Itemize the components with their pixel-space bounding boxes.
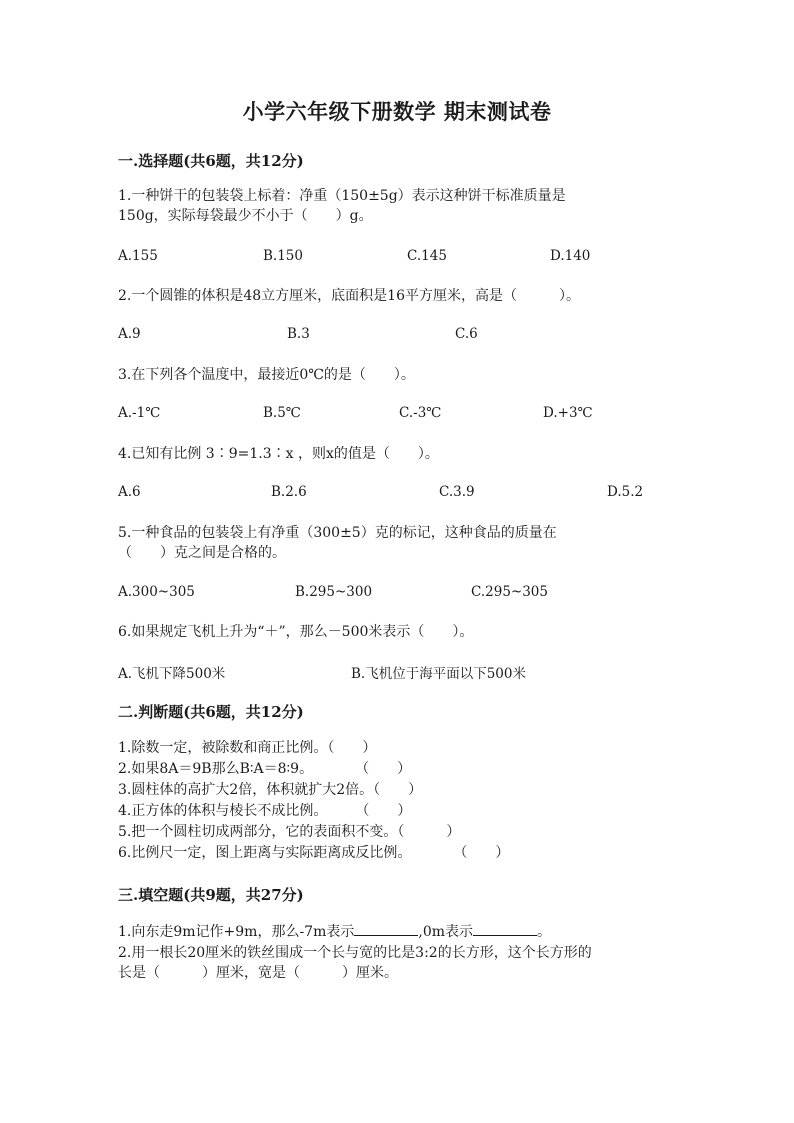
- question-text: [118, 286, 580, 306]
- fill-text: ,0m表示: [418, 924, 474, 940]
- question-line: 150g，实际每袋最少不小于（ ）g。: [118, 208, 373, 224]
- question-line: 6.如果规定飞机上升为“＋”，那么－500米表示（ ）。: [118, 624, 474, 640]
- option: C.3.9: [439, 484, 475, 500]
- judgment-item: 3.圆柱体的高扩大2倍，体积就扩大2倍。（ ）: [118, 782, 423, 798]
- option: A.9: [118, 326, 141, 342]
- answer-blank[interactable]: [354, 921, 418, 936]
- option: C.145: [407, 248, 447, 264]
- question-line: 3.在下列各个温度中，最接近0℃的是（ ）。: [118, 367, 415, 383]
- question-text: [118, 444, 439, 464]
- option: B.2.6: [271, 484, 307, 500]
- judgment-item: 4.正方体的体积与棱长不成比例。 （ ）: [118, 803, 412, 819]
- section-heading-judgment: 二.判断题(共6题，共12分): [118, 703, 304, 721]
- judgment-item: 1.除数一定，被除数和商正比例。（ ）: [118, 740, 377, 756]
- question-text: [118, 365, 415, 385]
- options-row: [118, 248, 678, 268]
- judgment-item: 2.如果8A＝9B那么B∶A＝8∶9。 （ ）: [118, 761, 412, 777]
- option: A.6: [118, 484, 141, 500]
- option: C.295~305: [471, 584, 548, 600]
- options-row: [118, 662, 678, 682]
- option: A.155: [118, 248, 158, 264]
- fill-question: [118, 943, 592, 983]
- options-row: [118, 584, 678, 604]
- option: C.-3℃: [399, 405, 442, 421]
- fill-question: [118, 921, 551, 942]
- option: D.+3℃: [543, 405, 593, 421]
- fill-text: 1.向东走9m记作+9m，那么-7m表示: [118, 924, 355, 940]
- question-line: 4.已知有比例 3∶9=1.3∶x ，则x的值是（ ）。: [118, 446, 439, 462]
- option: A.300~305: [118, 584, 195, 600]
- options-row: [118, 484, 678, 504]
- option: A.飞机下降500米: [118, 666, 226, 682]
- option: A.-1℃: [118, 405, 161, 421]
- question-text: [118, 622, 473, 642]
- fill-text: 。: [537, 924, 552, 940]
- question-text: [118, 523, 557, 563]
- question-line: 2.用一根长20厘米的铁丝围成一个长与宽的比是3:2的长方形，这个长方形的: [118, 945, 592, 961]
- page-title: 小学六年级下册数学 期末测试卷: [242, 99, 552, 124]
- options-row: [118, 405, 678, 425]
- question-line: 1.一种饼干的包装袋上标着：净重（150±5g）表示这种饼干标准质量是: [118, 188, 566, 204]
- question-line: 5.一种食品的包装袋上有净重（300±5）克的标记，这种食品的质量在: [118, 525, 557, 541]
- question-line: 长是（ ）厘米，宽是（ ）厘米。: [118, 965, 398, 981]
- option: D.140: [550, 248, 591, 264]
- option: B.3: [287, 326, 310, 342]
- option: C.6: [455, 326, 478, 342]
- question-line: 2.一个圆锥的体积是48立方厘米，底面积是16平方厘米，高是（ ）。: [118, 288, 580, 304]
- options-row: [118, 326, 678, 346]
- section-heading-fill: 三.填空题(共9题，共27分): [118, 886, 304, 904]
- answer-blank[interactable]: [473, 921, 537, 936]
- question-text: [118, 186, 566, 226]
- option: B.飞机位于海平面以下500米: [351, 666, 526, 682]
- option: B.5℃: [263, 405, 301, 421]
- section-heading-choice: 一.选择题(共6题，共12分): [118, 152, 304, 170]
- question-line: （ ）克之间是合格的。: [118, 545, 286, 561]
- judgment-item: 6.比例尺一定，图上距离与实际距离成反比例。 （ ）: [118, 845, 510, 861]
- option: D.5.2: [607, 484, 644, 500]
- judgment-item: 5.把一个圆柱切成两部分，它的表面积不变。（ ）: [118, 824, 461, 840]
- option: B.295~300: [295, 584, 373, 600]
- option: B.150: [263, 248, 303, 264]
